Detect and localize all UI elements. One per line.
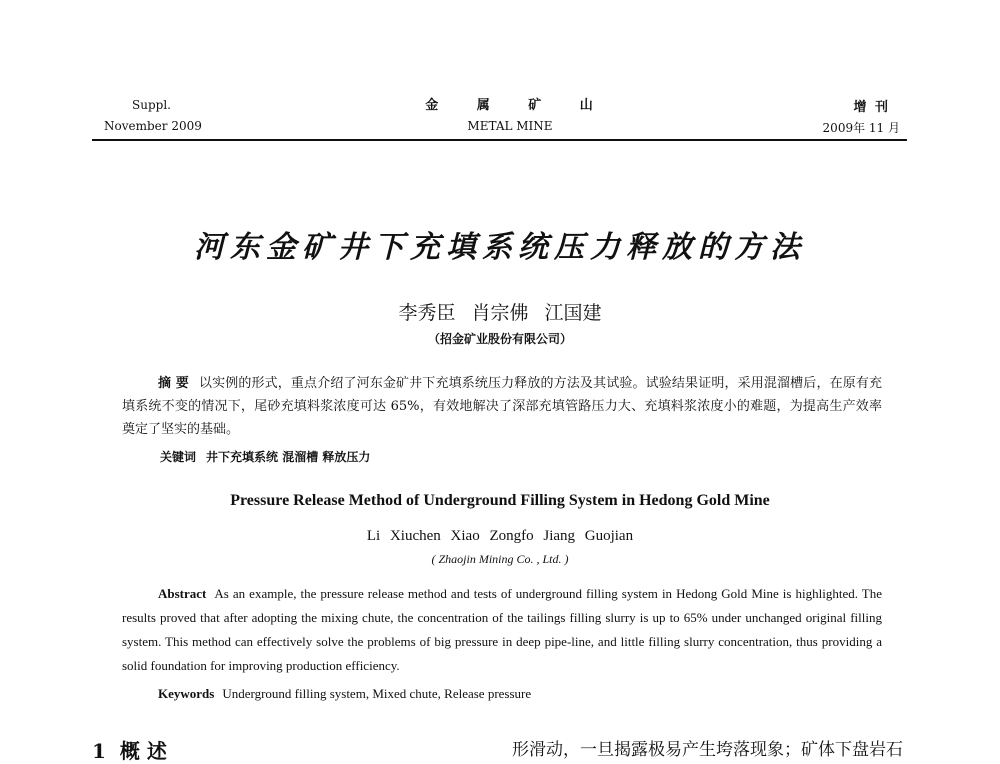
section-number: 1 bbox=[92, 739, 106, 763]
abstract-en-text: As an example, the pressure release method and tests of underground filling system in Hedong Gold Mine is highlighted. The results proved that after adopting the mixing chute, the concentration of the tailings filling slurry is up to 65% under unchanged original filling system. This method can effectively solve the problems of big pressure in deep pipe-line, and little filling slurry concentration, thus providing a solid foundation for improving production efficiency. bbox=[122, 586, 882, 673]
header-supplement: Suppl. bbox=[132, 98, 171, 112]
header-date-cn: 2009年 11 月 bbox=[822, 121, 900, 135]
authors-cn: 李秀臣 肖宗佛 江国建 bbox=[398, 302, 602, 324]
keywords-cn bbox=[160, 448, 370, 465]
right-column-text: 形滑动，一旦揭露极易产生垮落现象；矿体下盘岩石 bbox=[512, 740, 903, 760]
keywords-en-label: Keywords bbox=[158, 686, 215, 701]
header-supplement-cn: 增 刊 bbox=[853, 100, 890, 115]
abstract-cn-label: 摘 要 bbox=[158, 376, 189, 391]
header-rule bbox=[92, 139, 907, 141]
header-date-en: November 2009 bbox=[104, 119, 202, 133]
abstract-en-label: Abstract bbox=[158, 586, 207, 601]
keywords-cn-label: 关键词 bbox=[160, 450, 197, 464]
affiliation-cn: （招金矿业股份有限公司） bbox=[427, 332, 572, 346]
paper-title-en: Pressure Release Method of Underground Filling System in Hedong Gold Mine bbox=[230, 492, 770, 509]
keywords-cn-text: 井下充填系统 混溜槽 释放压力 bbox=[206, 450, 371, 464]
abstract-en bbox=[122, 582, 882, 678]
journal-name-cn: 金 属 矿 山 bbox=[425, 98, 595, 113]
affiliation-en: ( Zhaojin Mining Co. , Ltd. ) bbox=[431, 552, 569, 566]
abstract-cn bbox=[122, 372, 882, 441]
journal-name-en: METAL MINE bbox=[467, 119, 553, 133]
authors-en: Li Xiuchen Xiao Zongfo Jiang Guojian bbox=[366, 528, 634, 544]
section-title: 概 述 bbox=[119, 739, 167, 763]
abstract-cn-text: 以实例的形式，重点介绍了河东金矿井下充填系统压力释放的方法及其试验。试验结果证明，采用混溜槽后，在原有充填系统不变的情况下，尾砂充填料浆浓度可达 65%，有效地解决了深部充填管路压力大、充填料浆浓度小的难题，为提高生产效率奠定了坚实的基础。 bbox=[122, 376, 882, 437]
paper-title-cn: 河东金矿井下充填系统压力释放的方法 bbox=[194, 230, 806, 265]
keywords-en-text: Underground filling system, Mixed chute, Release pressure bbox=[222, 686, 532, 701]
keywords-en bbox=[158, 686, 531, 702]
